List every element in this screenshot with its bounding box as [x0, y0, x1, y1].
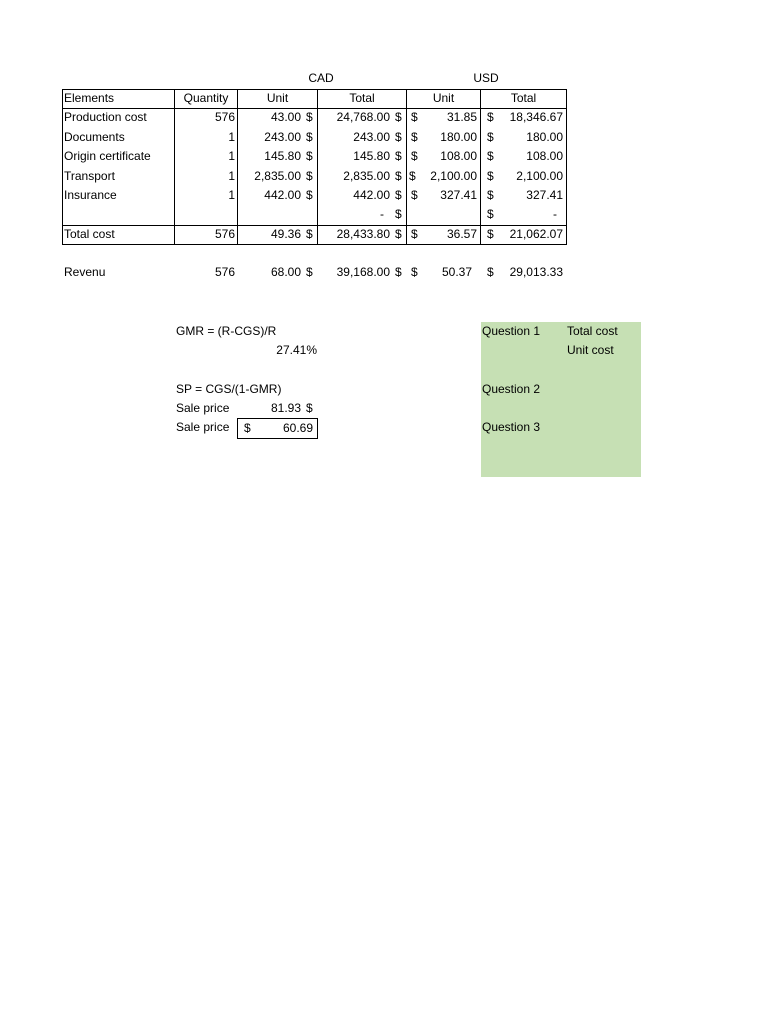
question-1-total-cost: Total cost [567, 324, 618, 338]
col-header-cad-total: Total [349, 91, 375, 105]
qty-cell: 576 [214, 265, 235, 279]
qty-cell: 1 [228, 169, 235, 183]
currency-symbol: $ [395, 188, 402, 202]
sale-price-usd-value: 60.69 [282, 421, 313, 435]
sp-formula: SP = CGS/(1-GMR) [176, 382, 282, 396]
usd-total-cell: 21,062.07 [509, 227, 563, 241]
element-cell: Transport [64, 169, 115, 183]
currency-symbol: $ [306, 130, 313, 144]
sale-price-label: Sale price [176, 420, 230, 434]
qty-cell: 1 [228, 188, 235, 202]
currency-symbol: $ [487, 227, 494, 241]
usd-total-cell: 108.00 [526, 149, 563, 163]
currency-symbol: $ [306, 401, 313, 415]
col-header-elements: Elements [64, 91, 115, 105]
cad-total-cell: 2,835.00 [343, 169, 390, 183]
element-cell: Documents [64, 130, 125, 144]
cad-header: CAD [308, 71, 334, 85]
currency-symbol: $ [411, 149, 418, 163]
usd-total-cell: 29,013.33 [509, 265, 563, 279]
sale-price-label: Sale price [176, 401, 230, 415]
cad-unit-cell: 442.00 [264, 188, 301, 202]
currency-symbol: $ [306, 265, 313, 279]
element-cell: Revenu [64, 265, 106, 279]
cad-unit-cell: 243.00 [264, 130, 301, 144]
currency-symbol: $ [395, 110, 402, 124]
currency-symbol: $ [487, 265, 494, 279]
element-cell: Total cost [64, 227, 115, 241]
col-header-cad-unit: Unit [266, 91, 289, 105]
currency-symbol: $ [395, 130, 402, 144]
currency-symbol: $ [306, 149, 313, 163]
currency-symbol: $ [395, 169, 402, 183]
currency-symbol: $ [409, 169, 416, 183]
usd-unit-cell: 36.57 [446, 227, 477, 241]
cad-total-cell: 24,768.00 [336, 110, 390, 124]
question-2-label: Question 2 [482, 382, 541, 396]
qty-cell: 1 [228, 149, 235, 163]
col-header-usd-unit: Unit [432, 91, 455, 105]
cad-unit-cell: 49.36 [270, 227, 301, 241]
currency-symbol: $ [487, 130, 494, 144]
question-3-label: Question 3 [482, 420, 541, 434]
currency-symbol: $ [306, 188, 313, 202]
currency-symbol: $ [395, 207, 402, 221]
questions-panel [481, 322, 641, 477]
usd-unit-cell: 180.00 [440, 130, 477, 144]
usd-total-cell: - [553, 207, 557, 221]
element-cell: Origin certificate [64, 149, 151, 163]
cad-unit-cell: 68.00 [270, 265, 301, 279]
element-cell: Production cost [64, 110, 147, 124]
currency-symbol: $ [487, 207, 494, 221]
usd-unit-cell: 108.00 [440, 149, 477, 163]
usd-total-cell: 18,346.67 [509, 110, 563, 124]
col-header-usd-total: Total [510, 91, 537, 105]
sale-price-value: 81.93 [270, 401, 301, 415]
currency-symbol: $ [306, 227, 313, 241]
cad-total-cell: - [380, 207, 384, 221]
qty-cell: 1 [228, 130, 235, 144]
cad-total-cell: 243.00 [353, 130, 390, 144]
usd-total-cell: 180.00 [526, 130, 563, 144]
cad-unit-cell: 2,835.00 [254, 169, 301, 183]
cad-unit-cell: 43.00 [270, 110, 301, 124]
col-header-quantity: Quantity [183, 91, 229, 105]
currency-symbol: $ [411, 188, 418, 202]
currency-symbol: $ [487, 169, 494, 183]
sale-price-box [237, 418, 318, 439]
cad-unit-cell: 145.80 [264, 149, 301, 163]
currency-symbol: $ [395, 265, 402, 279]
question-1-label: Question 1 [482, 324, 541, 338]
usd-unit-cell: 50.37 [441, 265, 472, 279]
currency-symbol: $ [395, 227, 402, 241]
gmr-value: 27.41% [276, 343, 317, 357]
usd-unit-cell: 2,100.00 [430, 169, 477, 183]
usd-unit-cell: 31.85 [446, 110, 477, 124]
usd-header: USD [473, 71, 499, 85]
element-cell: Insurance [64, 188, 117, 202]
cad-total-cell: 39,168.00 [336, 265, 390, 279]
cad-total-cell: 145.80 [353, 149, 390, 163]
currency-symbol: $ [487, 149, 494, 163]
usd-unit-cell: 327.41 [440, 188, 477, 202]
currency-symbol: $ [487, 110, 494, 124]
currency-symbol: $ [411, 265, 418, 279]
qty-cell: 576 [214, 110, 235, 124]
question-1-unit-cost: Unit cost [567, 343, 614, 357]
currency-symbol: $ [306, 169, 313, 183]
currency-symbol: $ [411, 130, 418, 144]
currency-symbol: $ [487, 188, 494, 202]
currency-symbol: $ [411, 227, 418, 241]
cad-total-cell: 442.00 [353, 188, 390, 202]
currency-symbol: $ [306, 110, 313, 124]
currency-symbol: $ [411, 110, 418, 124]
usd-total-cell: 327.41 [526, 188, 563, 202]
cad-total-cell: 28,433.80 [336, 227, 390, 241]
usd-total-cell: 2,100.00 [516, 169, 563, 183]
gmr-formula: GMR = (R-CGS)/R [176, 324, 277, 338]
qty-cell: 576 [214, 227, 235, 241]
currency-symbol: $ [244, 421, 251, 435]
currency-symbol: $ [395, 149, 402, 163]
